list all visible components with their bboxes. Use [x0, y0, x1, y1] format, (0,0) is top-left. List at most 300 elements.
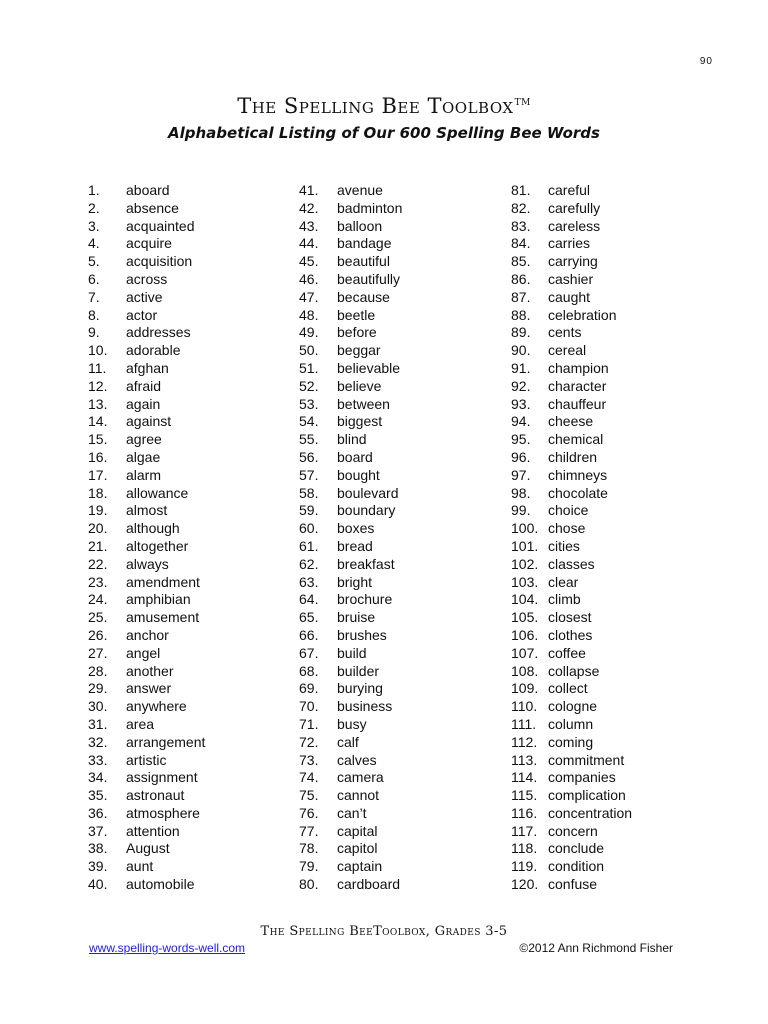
word-list-item — [299, 805, 499, 823]
word-number: 1. — [88, 182, 100, 198]
word-text: closest — [548, 609, 592, 626]
word-text: anywhere — [126, 698, 187, 715]
word-number: 49. — [299, 324, 319, 341]
word-number: 35. — [88, 787, 108, 804]
word-list-item — [88, 574, 288, 592]
word-text: believe — [337, 377, 382, 394]
word-text: climb — [548, 591, 581, 608]
word-list-item — [88, 485, 288, 503]
word-list-item — [299, 218, 499, 236]
word-number: 77. — [299, 822, 319, 839]
word-list-item — [511, 396, 711, 414]
word-number: 41. — [299, 182, 319, 198]
word-number: 22. — [88, 555, 108, 572]
word-text: boundary — [337, 502, 396, 519]
word-number: 110. — [511, 698, 538, 715]
word-list-item — [299, 467, 499, 485]
word-text: acquire — [126, 235, 172, 252]
word-text: camera — [337, 769, 384, 786]
word-list-item — [299, 538, 499, 556]
word-text: business — [337, 698, 393, 715]
word-number: 4. — [88, 235, 100, 252]
word-list-item — [511, 787, 711, 805]
word-list-item — [511, 556, 711, 574]
word-number: 92. — [511, 377, 531, 394]
word-text: bright — [337, 573, 373, 590]
word-list-item — [299, 396, 499, 414]
word-column-1 — [88, 182, 288, 894]
word-list-item — [299, 840, 499, 858]
word-number: 112. — [511, 733, 538, 750]
word-list-item — [88, 307, 288, 325]
word-text: cardboard — [337, 876, 401, 893]
word-number: 7. — [88, 288, 100, 305]
word-text: brochure — [337, 591, 393, 608]
word-number: 66. — [299, 626, 319, 643]
word-list-item — [88, 876, 288, 894]
word-number: 9. — [88, 324, 100, 341]
footer-title: The Spelling BeeToolbox, Grades 3-5 — [260, 924, 508, 939]
word-text: avenue — [337, 182, 383, 198]
word-text: coffee — [548, 644, 586, 661]
word-number: 111. — [511, 715, 537, 732]
word-list-item — [299, 520, 499, 538]
word-number: 54. — [299, 413, 319, 430]
word-text: biggest — [337, 413, 383, 430]
word-text: complication — [548, 787, 626, 804]
word-list-item — [88, 253, 288, 271]
word-text: cologne — [548, 698, 598, 715]
word-list-item — [88, 396, 288, 414]
word-number: 63. — [299, 573, 319, 590]
word-number: 55. — [299, 431, 319, 448]
word-text: clothes — [548, 626, 593, 643]
word-text: afraid — [126, 377, 162, 394]
word-list-item — [511, 752, 711, 770]
word-number: 107. — [511, 644, 539, 661]
word-number: 115. — [511, 787, 538, 804]
word-number: 61. — [299, 537, 319, 554]
word-list-item — [88, 431, 288, 449]
word-text: chose — [548, 520, 586, 537]
word-number: 67. — [299, 644, 319, 661]
word-text: commitment — [548, 751, 625, 768]
word-list-item — [88, 645, 288, 663]
word-text: boulevard — [337, 484, 399, 501]
word-number: 6. — [88, 270, 100, 287]
word-list-item — [511, 823, 711, 841]
word-list-item — [88, 324, 288, 342]
word-list-item — [88, 235, 288, 253]
word-number: 59. — [299, 502, 319, 519]
word-number: 102. — [511, 555, 539, 572]
word-text: beetle — [337, 306, 376, 323]
word-list-item — [511, 538, 711, 556]
word-list-item — [88, 342, 288, 360]
word-text: cents — [548, 324, 582, 341]
word-text: bruise — [337, 609, 376, 626]
word-text: answer — [126, 680, 172, 697]
word-text: algae — [126, 448, 161, 465]
word-list-item — [299, 289, 499, 307]
word-number: 28. — [88, 662, 108, 679]
word-list-item — [299, 182, 499, 200]
word-number: 24. — [88, 591, 108, 608]
word-number: 53. — [299, 395, 319, 412]
word-list-item — [299, 645, 499, 663]
word-list-item — [299, 663, 499, 681]
word-text: adorable — [126, 342, 181, 359]
word-list-item — [299, 752, 499, 770]
word-text: builder — [337, 662, 380, 679]
word-list-item — [299, 431, 499, 449]
word-text: absence — [126, 199, 179, 216]
word-text: another — [126, 662, 174, 679]
word-number: 10. — [88, 342, 108, 359]
word-text: calf — [337, 733, 359, 750]
page-title-text: The Spelling Bee Toolbox — [237, 94, 514, 118]
word-number: 43. — [299, 217, 319, 234]
word-list-item — [88, 289, 288, 307]
word-text: children — [548, 448, 598, 465]
word-text: carefully — [548, 199, 601, 216]
word-text: always — [126, 555, 169, 572]
word-number: 87. — [511, 288, 531, 305]
word-list-item — [511, 502, 711, 520]
word-text: balloon — [337, 217, 383, 234]
word-list-item — [88, 734, 288, 752]
word-number: 84. — [511, 235, 531, 252]
word-text: capital — [337, 822, 378, 839]
word-list-item — [88, 680, 288, 698]
word-number: 44. — [299, 235, 319, 252]
word-list-item — [511, 840, 711, 858]
word-list-item — [299, 876, 499, 894]
word-number: 11. — [88, 359, 107, 376]
word-list-item — [88, 609, 288, 627]
word-number: 58. — [299, 484, 319, 501]
word-list-item — [299, 787, 499, 805]
word-number: 71. — [299, 715, 319, 732]
word-list-item — [511, 289, 711, 307]
word-number: 106. — [511, 626, 539, 643]
word-list-item — [88, 449, 288, 467]
word-text: blind — [337, 431, 367, 448]
word-list-item — [299, 502, 499, 520]
word-number: 113. — [511, 751, 538, 768]
word-list-item — [299, 378, 499, 396]
word-number: 83. — [511, 217, 531, 234]
word-list-item — [299, 574, 499, 592]
word-list-item — [511, 271, 711, 289]
word-number: 105. — [511, 609, 539, 626]
word-text: burying — [337, 680, 383, 697]
word-text: careless — [548, 217, 601, 234]
website-link[interactable]: www.spelling-words-well.com — [89, 941, 246, 955]
word-text: across — [126, 270, 168, 287]
word-number: 31. — [88, 715, 108, 732]
word-list-item — [299, 609, 499, 627]
word-list-item — [299, 253, 499, 271]
word-text: carrying — [548, 253, 598, 270]
word-number: 19. — [88, 502, 108, 519]
word-list-item — [299, 680, 499, 698]
word-text: chauffeur — [548, 395, 607, 412]
word-list-item — [299, 449, 499, 467]
word-text: attention — [126, 822, 180, 839]
word-number: 79. — [299, 858, 319, 875]
word-number: 96. — [511, 448, 531, 465]
word-list-item — [511, 342, 711, 360]
word-text: artistic — [126, 751, 167, 768]
word-list-item — [88, 467, 288, 485]
word-number: 104. — [511, 591, 539, 608]
word-text: believable — [337, 359, 401, 376]
word-list-item — [88, 200, 288, 218]
word-number: 17. — [88, 466, 108, 483]
word-list-item — [88, 823, 288, 841]
word-number: 56. — [299, 448, 319, 465]
word-text: amphibian — [126, 591, 191, 608]
word-text: classes — [548, 555, 595, 572]
word-text: August — [126, 840, 170, 857]
word-text: beggar — [337, 342, 381, 359]
word-text: beautifully — [337, 270, 401, 287]
word-number: 65. — [299, 609, 319, 626]
word-list-item — [511, 182, 711, 200]
word-text: concentration — [548, 804, 633, 821]
word-text: chemical — [548, 431, 604, 448]
word-number: 120. — [511, 876, 539, 893]
word-text: afghan — [126, 359, 169, 376]
word-text: collapse — [548, 662, 600, 679]
word-list-item — [511, 627, 711, 645]
word-number: 52. — [299, 377, 319, 394]
word-number: 101. — [511, 537, 539, 554]
word-number: 76. — [299, 804, 319, 821]
word-list-item — [299, 307, 499, 325]
word-list-item — [511, 360, 711, 378]
word-text: busy — [337, 715, 367, 732]
word-text: arrangement — [126, 733, 206, 750]
word-list-item — [299, 360, 499, 378]
word-text: addresses — [126, 324, 191, 341]
word-list-item — [511, 591, 711, 609]
word-list-item — [88, 218, 288, 236]
word-list-item — [88, 520, 288, 538]
word-list-item — [88, 787, 288, 805]
word-number: 48. — [299, 306, 319, 323]
word-text: beautiful — [337, 253, 390, 270]
word-list-item — [88, 360, 288, 378]
word-text: careful — [548, 182, 591, 198]
word-text: can’t — [337, 804, 367, 821]
word-number: 89. — [511, 324, 531, 341]
word-text: bread — [337, 537, 373, 554]
word-number: 14. — [88, 413, 108, 430]
word-text: alarm — [126, 466, 162, 483]
word-column-2 — [299, 182, 499, 894]
word-list-item — [299, 698, 499, 716]
word-list-item — [511, 235, 711, 253]
word-number: 29. — [88, 680, 108, 697]
word-list-item — [299, 235, 499, 253]
word-list-item — [299, 627, 499, 645]
word-number: 27. — [88, 644, 108, 661]
word-text: build — [337, 644, 367, 661]
word-number: 62. — [299, 555, 319, 572]
word-text: agree — [126, 431, 162, 448]
word-list-item — [88, 840, 288, 858]
word-text: calves — [337, 751, 377, 768]
word-number: 117. — [511, 822, 538, 839]
word-text: anchor — [126, 626, 169, 643]
word-list-item — [511, 200, 711, 218]
word-list-item — [511, 858, 711, 876]
word-text: automobile — [126, 876, 195, 893]
word-number: 93. — [511, 395, 531, 412]
word-text: confuse — [548, 876, 598, 893]
word-text: celebration — [548, 306, 617, 323]
word-number: 64. — [299, 591, 319, 608]
word-number: 8. — [88, 306, 100, 323]
word-number: 114. — [511, 769, 538, 786]
word-list-item — [511, 663, 711, 681]
word-list-item — [88, 591, 288, 609]
word-number: 86. — [511, 270, 531, 287]
word-list-item — [299, 734, 499, 752]
word-number: 18. — [88, 484, 108, 501]
word-text: choice — [548, 502, 589, 519]
word-number: 26. — [88, 626, 108, 643]
word-list-item — [511, 218, 711, 236]
word-text: actor — [126, 306, 158, 323]
word-list-item — [88, 663, 288, 681]
word-number: 81. — [511, 182, 531, 198]
word-number: 88. — [511, 306, 531, 323]
word-number: 45. — [299, 253, 319, 270]
word-text: caught — [548, 288, 591, 305]
word-text: carries — [548, 235, 591, 252]
word-list-item — [511, 805, 711, 823]
word-list-item — [88, 698, 288, 716]
word-text: condition — [548, 858, 605, 875]
word-number: 57. — [299, 466, 319, 483]
page-title — [0, 94, 768, 118]
word-text: aunt — [126, 858, 154, 875]
word-text: coming — [548, 733, 594, 750]
word-list-item — [88, 413, 288, 431]
word-number: 91. — [511, 359, 531, 376]
word-list — [88, 182, 688, 902]
word-text: altogether — [126, 537, 189, 554]
word-text: clear — [548, 573, 579, 590]
word-number: 118. — [511, 840, 538, 857]
word-number: 119. — [511, 858, 538, 875]
word-list-item — [88, 716, 288, 734]
word-list-item — [299, 591, 499, 609]
word-list-item — [299, 485, 499, 503]
word-number: 20. — [88, 520, 108, 537]
word-text: badminton — [337, 199, 403, 216]
word-number: 47. — [299, 288, 319, 305]
word-list-item — [299, 769, 499, 787]
word-list-item — [511, 769, 711, 787]
word-list-item — [299, 271, 499, 289]
word-text: cannot — [337, 787, 380, 804]
word-text: amendment — [126, 573, 200, 590]
word-text: captain — [337, 858, 383, 875]
word-list-item — [299, 324, 499, 342]
word-number: 90. — [511, 342, 531, 359]
word-list-item — [88, 502, 288, 520]
word-text: acquisition — [126, 253, 193, 270]
word-text: acquainted — [126, 217, 195, 234]
word-number: 70. — [299, 698, 319, 715]
word-number: 116. — [511, 804, 538, 821]
word-list-item — [299, 556, 499, 574]
word-text: champion — [548, 359, 609, 376]
word-text: column — [548, 715, 594, 732]
word-list-item — [88, 271, 288, 289]
word-number: 36. — [88, 804, 108, 821]
word-list-item — [511, 876, 711, 894]
word-list-item — [511, 609, 711, 627]
word-number: 39. — [88, 858, 108, 875]
word-number: 80. — [299, 876, 319, 893]
word-number: 15. — [88, 431, 108, 448]
word-text: collect — [548, 680, 588, 697]
word-list-item — [88, 627, 288, 645]
word-text: before — [337, 324, 377, 341]
word-number: 34. — [88, 769, 108, 786]
word-number: 3. — [88, 217, 100, 234]
word-text: astronaut — [126, 787, 185, 804]
word-text: chimneys — [548, 466, 608, 483]
word-list-item — [511, 431, 711, 449]
word-text: cheese — [548, 413, 594, 430]
word-list-item — [511, 485, 711, 503]
word-text: cereal — [548, 342, 587, 359]
word-number: 108. — [511, 662, 539, 679]
word-text: active — [126, 288, 163, 305]
word-list-item — [88, 752, 288, 770]
word-number: 5. — [88, 253, 100, 270]
word-number: 74. — [299, 769, 319, 786]
word-text: conclude — [548, 840, 605, 857]
word-list-item — [511, 378, 711, 396]
word-list-item — [299, 858, 499, 876]
word-text: atmosphere — [126, 804, 200, 821]
word-number: 78. — [299, 840, 319, 857]
word-number: 16. — [88, 448, 108, 465]
word-text: almost — [126, 502, 168, 519]
word-list-item — [88, 556, 288, 574]
word-number: 85. — [511, 253, 531, 270]
word-number: 73. — [299, 751, 319, 768]
word-text: companies — [548, 769, 616, 786]
word-text: against — [126, 413, 172, 430]
word-number: 69. — [299, 680, 319, 697]
word-number: 82. — [511, 199, 531, 216]
word-text: board — [337, 448, 373, 465]
word-number: 97. — [511, 466, 531, 483]
word-number: 109. — [511, 680, 539, 697]
word-text: capitol — [337, 840, 378, 857]
word-text: concern — [548, 822, 598, 839]
word-number: 40. — [88, 876, 108, 893]
word-list-item — [88, 538, 288, 556]
